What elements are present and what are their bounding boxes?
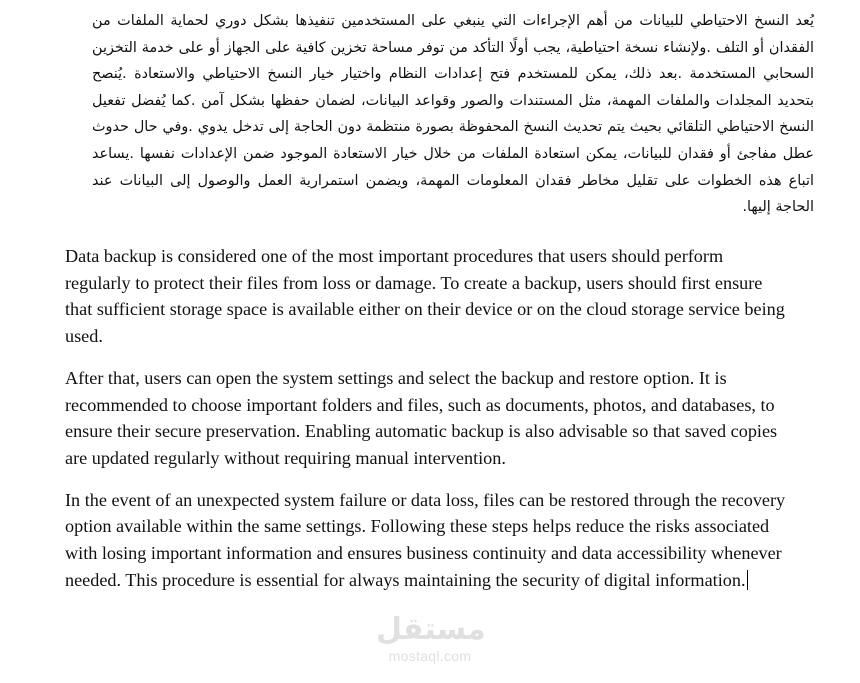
watermark-url: mostaql.com xyxy=(388,648,472,664)
english-paragraph-2[interactable]: After that, users can open the system settings and select the backup and restore option. It is recommended to choose important folders and files, such as documents, photos, and databases, to ensure their secure preservation. Enabling automatic backup is also advisable so that saved copies are updated regularly without requiring manual intervention. xyxy=(65,367,778,468)
mostaql-watermark xyxy=(376,612,484,672)
english-text-body[interactable] xyxy=(65,243,790,608)
english-paragraph-3-text: In the event of an unexpected system failure or data loss, files can be restored through the recovery option available within the same settings. Following these steps helps reduce the risks associated with losing important information and ensures business continuity and data accessibility whenever needed. This procedure is essential for always maintaining the security of digital information. xyxy=(65,489,786,590)
watermark-logo-text: مستقل xyxy=(376,612,486,647)
english-paragraph-3[interactable] xyxy=(65,487,790,594)
text-cursor xyxy=(747,570,748,590)
english-paragraph-1[interactable]: Data backup is considered one of the most important procedures that users should perform regularly to protect their files from loss or damage. To create a backup, users should first ensure that sufficient storage space is available either on their device or on the cloud storage service being used. xyxy=(65,246,785,347)
arabic-paragraph[interactable]: يُعد النسخ الاحتياطي للبيانات من أهم الإجراءات التي ينبغي على المستخدمين تنفيذها بشكل دوري لحماية الملفات من الفقدان أو التلف .ولإنشاء نسخة احتياطية، يجب أولًا التأكد من توفر مساحة تخزين كافية على الجهاز أو على خدمة التخزين السحابي المستخدمة .بعد ذلك، يمكن للمستخدم فتح إعدادات النظام واختيار خيار النسخ الاحتياطي والاستعادة .يُنصح بتحديد المجلدات والملفات المهمة، مثل المستندات والصور وقواعد البيانات، لضمان حفظها بشكل آمن .كما يُفضل تفعيل النسخ الاحتياطي التلقائي بحيث يتم تحديث النسخ المحفوظة بصورة منتظمة دون الحاجة إلى تدخل يدوي .وفي حال حدوث عطل مفاجئ أو فقدان للبيانات، يمكن استعادة الملفات من خلال خيار الاستعادة الموجود ضمن الإعدادات نفسها .يساعد اتباع هذه الخطوات على تقليل مخاطر فقدان المعلومات المهمة، ويضمن استمرارية العمل والوصول إلى البيانات عند الحاجة إليها. xyxy=(92,13,814,216)
